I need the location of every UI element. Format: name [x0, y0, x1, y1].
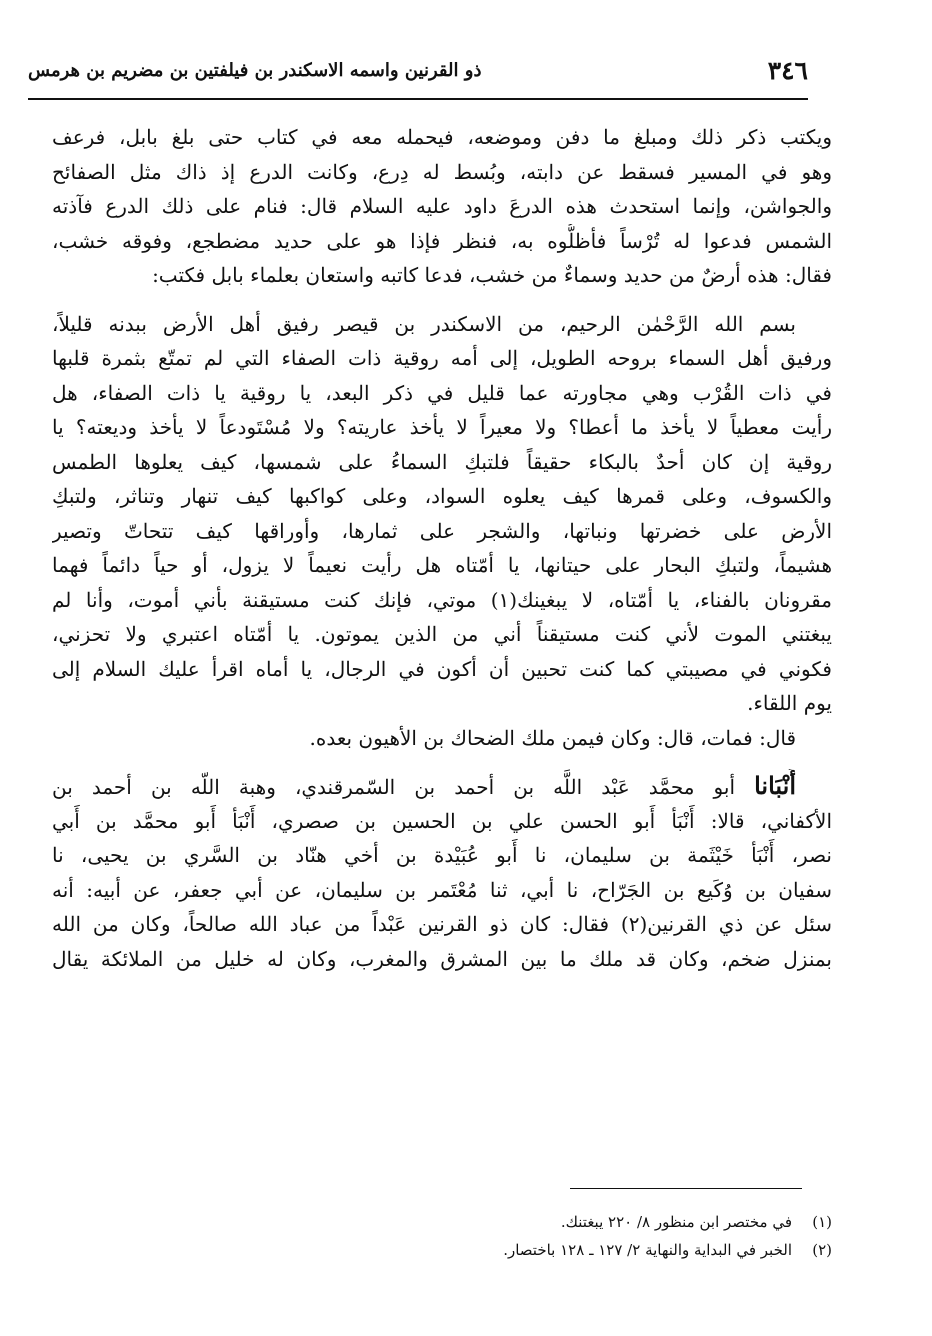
- footnote-text: الخبر في البداية والنهاية ٢/ ١٢٧ ـ ١٢٨ باختصار.: [503, 1241, 792, 1259]
- paragraph-death: قال: فمات، قال: وكان فيمن ملك الضحاك بن الأهيون بعده.: [309, 725, 796, 750]
- footnote-2: [52, 1236, 832, 1264]
- text-line: سفيان بن وُكَيع بن الجَرّاح، نا أبي، ثنا مُعْتَمر بن سليمان، عن أبي جعفر، عن أبيه: أنه: [52, 877, 832, 902]
- isnad-first-line: أبو محمَّد عَبْد اللَّه بن أحمد بن السّمرقندي، وهبة اللّه بن أحمد بن: [52, 775, 736, 799]
- body-text: [52, 120, 832, 976]
- text-line: الشمس فدعوا له تُرْساً فأظلُّوه به، فنظر فإذا هو على حديد مضطجع، وفوقه خشب،: [52, 228, 832, 253]
- text-line: بسم الله الرَّحْمٰن الرحيم، من الاسكندر بن قيصر رفيق أهل الأرض ببدنه قليلاً،: [52, 311, 796, 336]
- text-line: روقية إن كان أحدٌ بالبكاء حقيقاً فلتبكِ السماءُ على شمسها، كيف يعلوها الطمس: [52, 449, 832, 474]
- text-line: يبغتني الموت لأني كنت مستيقناً أني من الذين يموتون. يا أمّتاه اعتبري ولا تحزني،: [52, 622, 832, 646]
- text-line: والكسوف، وعلى قمرها كيف يعلوه السواد، وعلى كواكبها كيف تنهار وتناثر، ولتبكِ: [52, 484, 832, 508]
- paragraph-isnad: [52, 769, 832, 976]
- text-line: الأكفاني، قالا: أَنْبَأ أَبو الحسن علي بن الحسين بن صصري، أَنْبَأ أَبو محمَّد بن أَبي: [52, 808, 832, 833]
- page-header: [28, 52, 808, 100]
- text-line: سئل عن ذي القرنين(٢) فقال: كان ذو القرنين عَبْداً من عباد الله صالحاً، وكان من الله: [52, 912, 832, 936]
- header-rule: [28, 98, 808, 100]
- footnote-number: (٢): [812, 1241, 832, 1259]
- text-line: الأرض على خضرتها ونباتها، والشجر على ثمارها، وأوراقها كيف تتحاتّ وتصير: [52, 518, 832, 543]
- running-title: ذو القرنين واسمه الاسكندر بن فيلفتين بن مضريم بن هرمس: [28, 60, 482, 81]
- footnote-number: (١): [812, 1213, 832, 1231]
- text-line: والجواشن، وإنما استحدث هذه الدرعَ داود عليه السلام قال: فنام على ذلك الدرع فآذته: [52, 194, 832, 218]
- text-line: فقال: هذه أرضٌ من حديد وسماءٌ من خشب، فدعا كاتبه واستعان بعلماء بابل فكتب:: [152, 263, 832, 287]
- text-line: نصر، أَنْبَأ خَيْثَمة بن سليمان، نا أَبو عُبَيْدة بن أخي هنّاد بن السَّري بن يحيى، نا: [52, 843, 832, 867]
- footnotes: [52, 1208, 832, 1264]
- footnote-rule: [570, 1188, 802, 1189]
- text-line: هشيماً، ولتبكِ البحار على حيتانها، يا أمّتاه هل رأيت نعيماً لا يزول، أو حياً دائماً فهما: [52, 553, 832, 577]
- text-line: يوم اللقاء.: [747, 691, 832, 715]
- text-line: مقرونان بالفناء، يا أمّتاه، لا يبغينك(١) موتي، فإنك كنت مستيقنة بأني أموت، وأنا لم: [52, 587, 832, 612]
- text-line: رأيت معطياً لا يأخذ ما أعطا؟ ولا معيراً لا يأخذ عاريته؟ ولا مُسْتَودعاً لا يأخذ وديعته؟ يا: [52, 415, 832, 439]
- footnote-text: في مختصر ابن منظور ٨/ ٢٢٠ يبغتنك.: [560, 1213, 792, 1231]
- text-line: [52, 769, 832, 804]
- text-line: بمنزل ضخم، وكان قد ملك ما بين المشرق والمغرب، وكان له خليل من الملائكة يقال: [52, 946, 832, 971]
- text-line: ورفيق أهل السماء بروحه الطويل، إلى أمه روقية ذات الصفاء التي لم تمتّع بثمرة قلبها: [52, 346, 832, 370]
- paragraph-letter: [52, 307, 832, 721]
- paragraph-1: [52, 120, 832, 293]
- footnote-1: [52, 1208, 832, 1236]
- page-number: ٣٤٦: [767, 56, 808, 85]
- text-line: فكوني في مصيبتي كما كنت تحبين أن أكون في الرجال، يا أماه اقرأ عليك السلام إلى: [52, 656, 832, 681]
- text-line: وهو في المسير فسقط عن دابته، وبُسط له دِرع، وكانت الدرع إذ ذاك مثل الصفائح: [52, 159, 832, 184]
- isnad-lead-word: أَنْبَانا: [754, 771, 797, 800]
- text-line: ويكتب ذكر ذلك ومبلغ ما دفن وموضعه، فيحمله معه في كتاب حتى بلغ بابل، فرعف: [52, 125, 832, 149]
- text-line: في ذات القُرْب وهي مجاورته عما قليل في ذكر البعد، يا روقية يا ذات الصفاء، هل: [52, 380, 832, 405]
